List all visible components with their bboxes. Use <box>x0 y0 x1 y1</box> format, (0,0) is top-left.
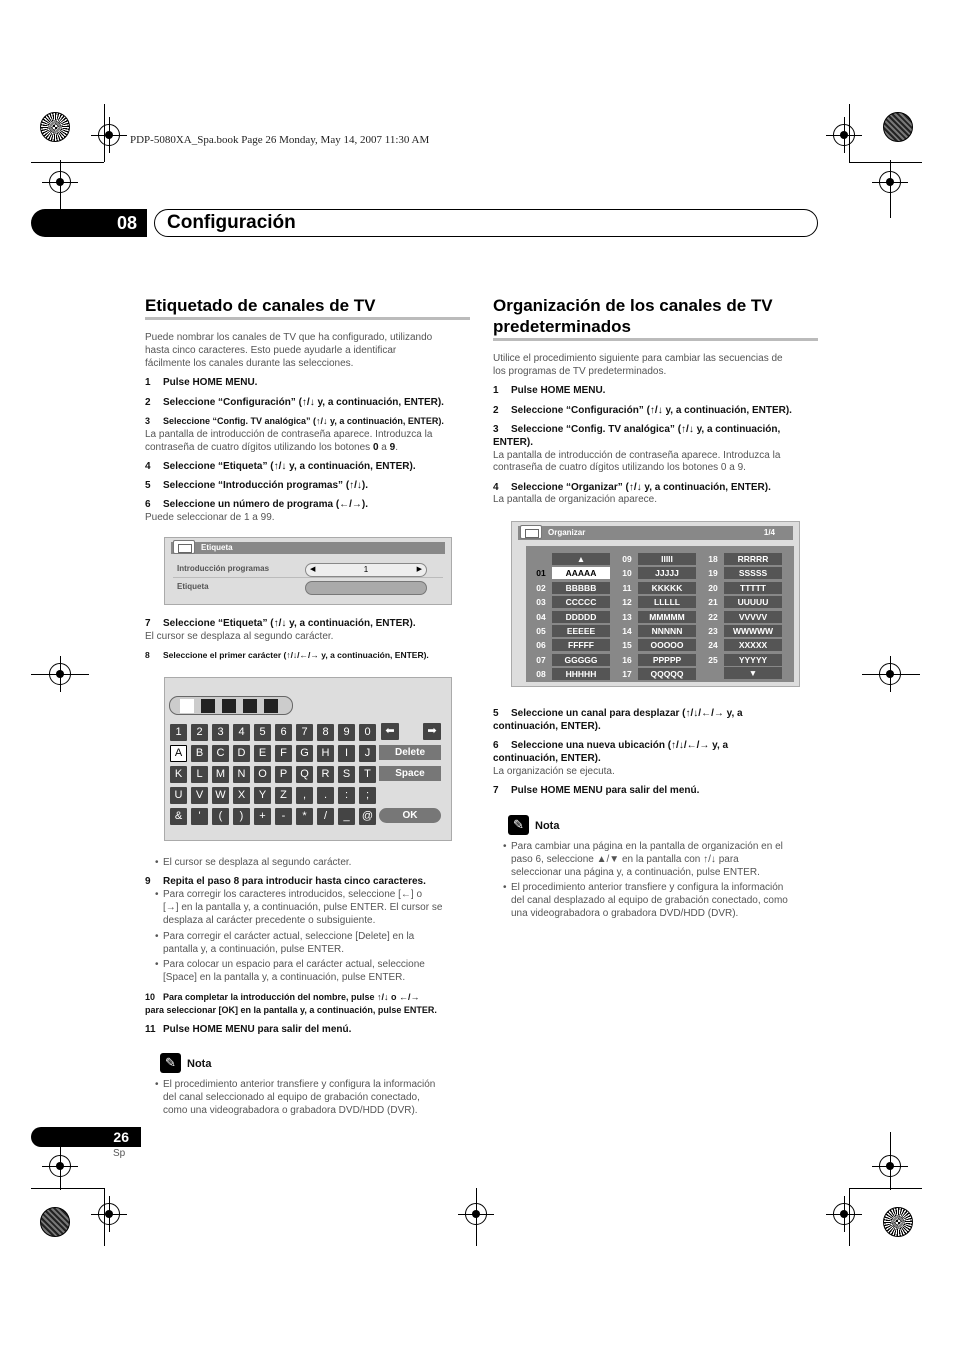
key-button[interactable]: 1 <box>170 724 187 741</box>
key-button[interactable]: @ <box>359 808 376 825</box>
key-button[interactable]: ) <box>233 808 250 825</box>
program-number-selector[interactable] <box>305 563 427 577</box>
step-7: 7 Pulse HOME MENU para salir del menú. <box>493 785 700 796</box>
screen-header: Etiqueta <box>171 542 445 554</box>
page-down-button[interactable]: ▼ <box>724 667 782 679</box>
channel-number: 25 <box>708 654 718 665</box>
registration-target-icon <box>833 124 855 146</box>
channel-number: 12 <box>622 597 632 608</box>
intro-line: fácilmente los canales durante las selecciones. <box>145 358 354 369</box>
registration-target-icon <box>879 1155 901 1177</box>
key-button[interactable]: N <box>233 766 250 783</box>
delete-button[interactable]: Delete <box>379 745 441 760</box>
key-button[interactable]: I <box>338 745 355 762</box>
key-button[interactable]: X <box>233 787 250 804</box>
key-button[interactable]: 9 <box>338 724 355 741</box>
menu-row-etiqueta[interactable] <box>173 579 443 595</box>
key-button[interactable]: G <box>296 745 313 762</box>
organizar-screen <box>511 521 800 687</box>
intro-line: Puede nombrar los canales de TV que ha configurado, utilizando <box>145 332 433 343</box>
key-button[interactable]: P <box>275 766 292 783</box>
step-9: 9 Repita el paso 8 para introducir hasta cinco caracteres. <box>145 876 426 887</box>
key-button[interactable]: V <box>191 787 208 804</box>
channel-name-cell[interactable]: IIIII <box>638 553 696 565</box>
section-rule <box>145 317 470 320</box>
channel-number: 06 <box>536 640 546 651</box>
key-button[interactable]: O <box>254 766 271 783</box>
step-6-note: Puede seleccionar de 1 a 99. <box>145 512 275 523</box>
registration-target-icon <box>465 1203 487 1225</box>
nota-bullet: • El procedimiento anterior transfiere y configura la información del canal seleccionado al equipo de grabación conectado, como una videograbadora o grabadora DVD/HDD (DVR). <box>163 1078 473 1117</box>
channel-name-cell[interactable]: KKKKK <box>638 582 696 594</box>
nota-bullet-2: • El procedimiento anterior transfiere y configura la información del canal desplazado al equipo de grabación conectado, como una videograbadora o grabadora DVD/HDD (DVR). <box>511 881 821 920</box>
key-button[interactable]: 3 <box>212 724 229 741</box>
label-field[interactable] <box>305 581 427 595</box>
step-7: 7 Seleccione “Etiqueta” (↑/↓ y, a continuación, ENTER). <box>145 618 416 629</box>
key-button[interactable]: F <box>275 745 292 762</box>
bullet-space: • Para colocar un espacio para el carácter actual, seleccione [Space] en la pantalla y, a continuación, pulse ENTER. <box>163 958 473 984</box>
registration-target-icon <box>879 663 901 685</box>
intro-line: Utilice el procedimiento siguiente para cambiar las secuencias de <box>493 353 783 364</box>
channel-name-cell[interactable]: JJJJJ <box>638 567 696 579</box>
channel-name-cell[interactable]: BBBBB <box>552 582 610 594</box>
channel-name-cell[interactable]: SSSSS <box>724 567 782 579</box>
menu-icon <box>520 525 542 539</box>
channel-number: 11 <box>622 582 632 593</box>
key-button[interactable]: 2 <box>191 724 208 741</box>
channel-number: 10 <box>622 568 632 579</box>
step-3: 3 Seleccione “Config. TV analógica” (↑/↓ y, a continuación, ENTER). <box>493 424 781 448</box>
key-button[interactable]: ( <box>212 808 229 825</box>
channel-number: 01 <box>536 568 546 579</box>
channel-name-cell[interactable]: RRRRR <box>724 553 782 565</box>
channel-number: 24 <box>708 640 718 651</box>
entry-slot <box>264 699 278 713</box>
space-button[interactable]: Space <box>379 766 441 781</box>
entry-slot <box>180 699 194 713</box>
registration-starburst-icon <box>883 1207 913 1237</box>
nota-label: Nota <box>187 1058 212 1070</box>
channel-number: 19 <box>708 568 718 579</box>
etiqueta-screen <box>164 537 452 605</box>
registration-hatch-icon <box>883 112 913 142</box>
entry-slot <box>243 699 257 713</box>
channel-name-cell[interactable]: PPPPP <box>638 654 696 666</box>
nota-bullet-1: • Para cambiar una página en la pantalla de organización en el paso 6, seleccione ▲/▼ en la pantalla con ↑/↓ para seleccionar una página y, a continuación, pulse ENTER. <box>511 840 821 879</box>
channel-name-cell[interactable]: EEEEE <box>552 625 610 637</box>
key-button[interactable]: 8 <box>317 724 334 741</box>
registration-target-icon <box>49 171 71 193</box>
channel-number: 14 <box>622 626 632 636</box>
channel-number: 17 <box>622 669 632 680</box>
channel-number: 08 <box>536 669 546 680</box>
step-3-note: La pantalla de introducción de contraseña aparece. Introduzca la <box>493 450 781 461</box>
step-4: 4 Seleccione “Etiqueta” (↑/↓ y, a continuación, ENTER). <box>145 461 416 472</box>
key-button[interactable]: Z <box>275 787 292 804</box>
intro-line: los programas de TV predeterminados. <box>493 366 667 377</box>
entry-slot <box>222 699 236 713</box>
note-pencil-icon: ✎ <box>160 1053 181 1073</box>
chapter-title: Configuración <box>167 212 296 233</box>
section-title-etiquetado: Etiquetado de canales de TV <box>145 296 376 315</box>
intro-line: hasta cinco caracteres. Esto puede ayudarle a identificar <box>145 345 397 356</box>
channel-number: 16 <box>622 654 632 665</box>
key-button[interactable]: K <box>170 766 187 783</box>
channel-number: 04 <box>536 611 546 622</box>
page-language: Sp <box>113 1148 126 1159</box>
channel-name-cell[interactable]: FFFFF <box>552 639 610 651</box>
key-button[interactable]: A <box>170 745 187 762</box>
step-6: 6 Seleccione un número de programa (←/→). <box>145 499 369 510</box>
key-button[interactable]: ; <box>359 787 376 804</box>
step-3-note: contraseña de cuatro dígitos utilizando los botones 0 a 9. <box>145 442 398 453</box>
channel-name-cell[interactable]: NNNNN <box>638 625 696 637</box>
key-button[interactable]: - <box>275 808 292 825</box>
step-3: 3 Seleccione “Config. TV analógica” (↑/↓ y, a continuación, ENTER). <box>145 416 444 426</box>
channel-name-cell[interactable]: LLLLL <box>638 596 696 608</box>
channel-name-cell[interactable]: VVVVV <box>724 611 782 623</box>
key-button[interactable]: L <box>191 766 208 783</box>
step-11: 11 Pulse HOME MENU para salir del menú. <box>145 1024 352 1035</box>
page-number: 26 <box>31 1127 141 1147</box>
key-button[interactable]: S <box>338 766 355 783</box>
registration-target-icon <box>49 663 71 685</box>
step-7-note: El cursor se desplaza al segundo carácter. <box>145 631 334 642</box>
key-button[interactable]: 7 <box>296 724 313 741</box>
screen-header: Organizar 1/4 <box>518 526 793 540</box>
section-rule <box>493 338 818 341</box>
cursor-right-button[interactable]: ➡ <box>423 723 441 740</box>
step-5: 5 Seleccione “Introducción programas” (↑/↓). <box>145 480 369 491</box>
chapter-number: 08 <box>31 209 147 237</box>
channel-number: 18 <box>708 554 718 564</box>
step-4: 4 Seleccione “Organizar” (↑/↓ y, a continuación, ENTER). <box>493 482 771 493</box>
channel-name-cell[interactable]: XXXXX <box>724 639 782 651</box>
registration-target-icon <box>98 124 120 146</box>
key-button[interactable]: / <box>317 808 334 825</box>
step-4-note: La pantalla de organización aparece. <box>493 494 658 505</box>
key-button[interactable]: B <box>191 745 208 762</box>
note-pencil-icon: ✎ <box>508 815 529 835</box>
channel-name-cell[interactable]: MMMMM <box>638 611 696 623</box>
section-title-organizacion: Organización de los canales de TV predeterminados <box>493 296 773 336</box>
key-button[interactable]: 6 <box>275 724 292 741</box>
menu-icon <box>173 540 195 554</box>
step-2: 2 Seleccione “Configuración” (↑/↓ y, a continuación, ENTER). <box>145 397 444 408</box>
key-button[interactable]: & <box>170 808 187 825</box>
channel-name-cell[interactable]: TTTTT <box>724 582 782 594</box>
channel-name-cell[interactable]: QQQQQ <box>638 668 696 680</box>
step-1: 1 Pulse HOME MENU. <box>493 385 606 396</box>
key-button[interactable]: 5 <box>254 724 271 741</box>
key-button[interactable]: R <box>317 766 334 783</box>
channel-number: 13 <box>622 611 632 622</box>
step-6-note: La organización se ejecuta. <box>493 766 615 777</box>
key-button[interactable]: + <box>254 808 271 825</box>
key-button[interactable]: , <box>296 787 313 804</box>
ok-button[interactable]: OK <box>379 808 441 823</box>
key-button[interactable]: C <box>212 745 229 762</box>
keyboard-screen <box>164 677 452 841</box>
key-button[interactable]: : <box>338 787 355 804</box>
key-button[interactable]: T <box>359 766 376 783</box>
key-button[interactable]: M <box>212 766 229 783</box>
key-button[interactable]: Y <box>254 787 271 804</box>
registration-target-icon <box>98 1203 120 1225</box>
nota-label: Nota <box>535 820 560 832</box>
channel-name-cell[interactable]: HHHHH <box>552 668 610 680</box>
entry-slot <box>201 699 215 713</box>
channel-number: 22 <box>708 611 718 622</box>
menu-row-label: Introducción programas <box>177 564 270 573</box>
arrow-right-icon[interactable]: ▶ <box>416 566 422 573</box>
bullet-delete: • Para corregir el carácter actual, seleccione [Delete] en la pantalla y, a continuación, pulse ENTER. <box>163 930 473 956</box>
key-button[interactable]: _ <box>338 808 355 825</box>
channel-number: 03 <box>536 597 546 608</box>
channel-name-cell[interactable]: AAAAA <box>552 567 610 579</box>
cursor-left-button[interactable]: ⬅ <box>381 723 399 740</box>
channel-name-cell[interactable]: YYYYY <box>724 654 782 666</box>
channel-number: 21 <box>708 597 718 608</box>
channel-name-cell[interactable]: DDDDD <box>552 611 610 623</box>
step-2: 2 Seleccione “Configuración” (↑/↓ y, a continuación, ENTER). <box>493 405 792 416</box>
step-5: 5 Seleccione un canal para desplazar (↑/↓/←/→ y, a continuación, ENTER). <box>493 708 743 732</box>
channel-name-cell[interactable]: OOOOO <box>638 639 696 651</box>
key-button[interactable]: D <box>233 745 250 762</box>
key-button[interactable]: E <box>254 745 271 762</box>
channel-name-cell[interactable]: UUUUU <box>724 596 782 608</box>
channel-number: 07 <box>536 654 546 665</box>
key-button[interactable]: H <box>317 745 334 762</box>
arrow-left-icon[interactable]: ◀ <box>310 566 316 573</box>
key-button[interactable]: 0 <box>359 724 376 741</box>
registration-target-icon <box>879 171 901 193</box>
channel-number: 05 <box>536 626 546 636</box>
step-10: 10 Para completar la introducción del nombre, pulse ↑/↓ o ←/→ para seleccionar [OK] en la pantalla y, a continuación, pulse ENTER. <box>145 992 437 1015</box>
file-header: PDP-5080XA_Spa.book Page 26 Monday, May 14, 2007 11:30 AM <box>130 134 430 146</box>
bullet-cursor: • El cursor se desplaza al segundo carácter. <box>163 856 351 869</box>
channel-number: 20 <box>708 582 718 593</box>
bullet-correct-chars: • Para corregir los caracteres introducidos, seleccione [←] o [→] en la pantalla y, a continuación, pulse ENTER. El cursor se desplaza al carácter precedente o subsiguiente. <box>163 888 473 927</box>
key-button[interactable]: Q <box>296 766 313 783</box>
program-number-value: 1 <box>363 565 369 574</box>
key-button[interactable]: 4 <box>233 724 250 741</box>
channel-number: 23 <box>708 626 718 636</box>
step-8: 8 Seleccione el primer carácter (↑/↓/←/→ y, a continuación, ENTER). <box>145 650 429 660</box>
label-entry-slots <box>169 696 293 715</box>
registration-target-icon <box>49 1155 71 1177</box>
step-3-note: La pantalla de introducción de contraseña aparece. Introduzca la <box>145 429 433 440</box>
channel-name-cell[interactable]: CCCCC <box>552 596 610 608</box>
page-indicator: 1/4 <box>763 528 775 537</box>
step-3-note: contraseña de cuatro dígitos utilizando los botones 0 a 9. <box>493 462 746 473</box>
channel-name-cell[interactable]: GGGGG <box>552 654 610 666</box>
page-up-button[interactable]: ▲ <box>552 553 610 565</box>
key-button[interactable]: W <box>212 787 229 804</box>
step-6: 6 Seleccione una nueva ubicación (↑/↓/←/→ y, a continuación, ENTER). <box>493 740 729 764</box>
menu-row-label: Etiqueta <box>177 582 209 591</box>
key-button[interactable]: . <box>317 787 334 804</box>
channel-name-cell[interactable]: WWWWW <box>724 625 782 637</box>
menu-row-programas[interactable] <box>173 562 443 578</box>
step-1: 1 Pulse HOME MENU. <box>145 377 258 388</box>
channel-number: 15 <box>622 640 632 651</box>
registration-target-icon <box>833 1203 855 1225</box>
key-button[interactable]: ' <box>191 808 208 825</box>
channel-number: 09 <box>622 554 632 564</box>
key-button[interactable]: J <box>359 745 376 762</box>
key-button[interactable]: * <box>296 808 313 825</box>
registration-hatch-icon <box>40 1207 70 1237</box>
registration-starburst-icon <box>40 112 70 142</box>
key-button[interactable]: U <box>170 787 187 804</box>
channel-number: 02 <box>536 582 546 593</box>
